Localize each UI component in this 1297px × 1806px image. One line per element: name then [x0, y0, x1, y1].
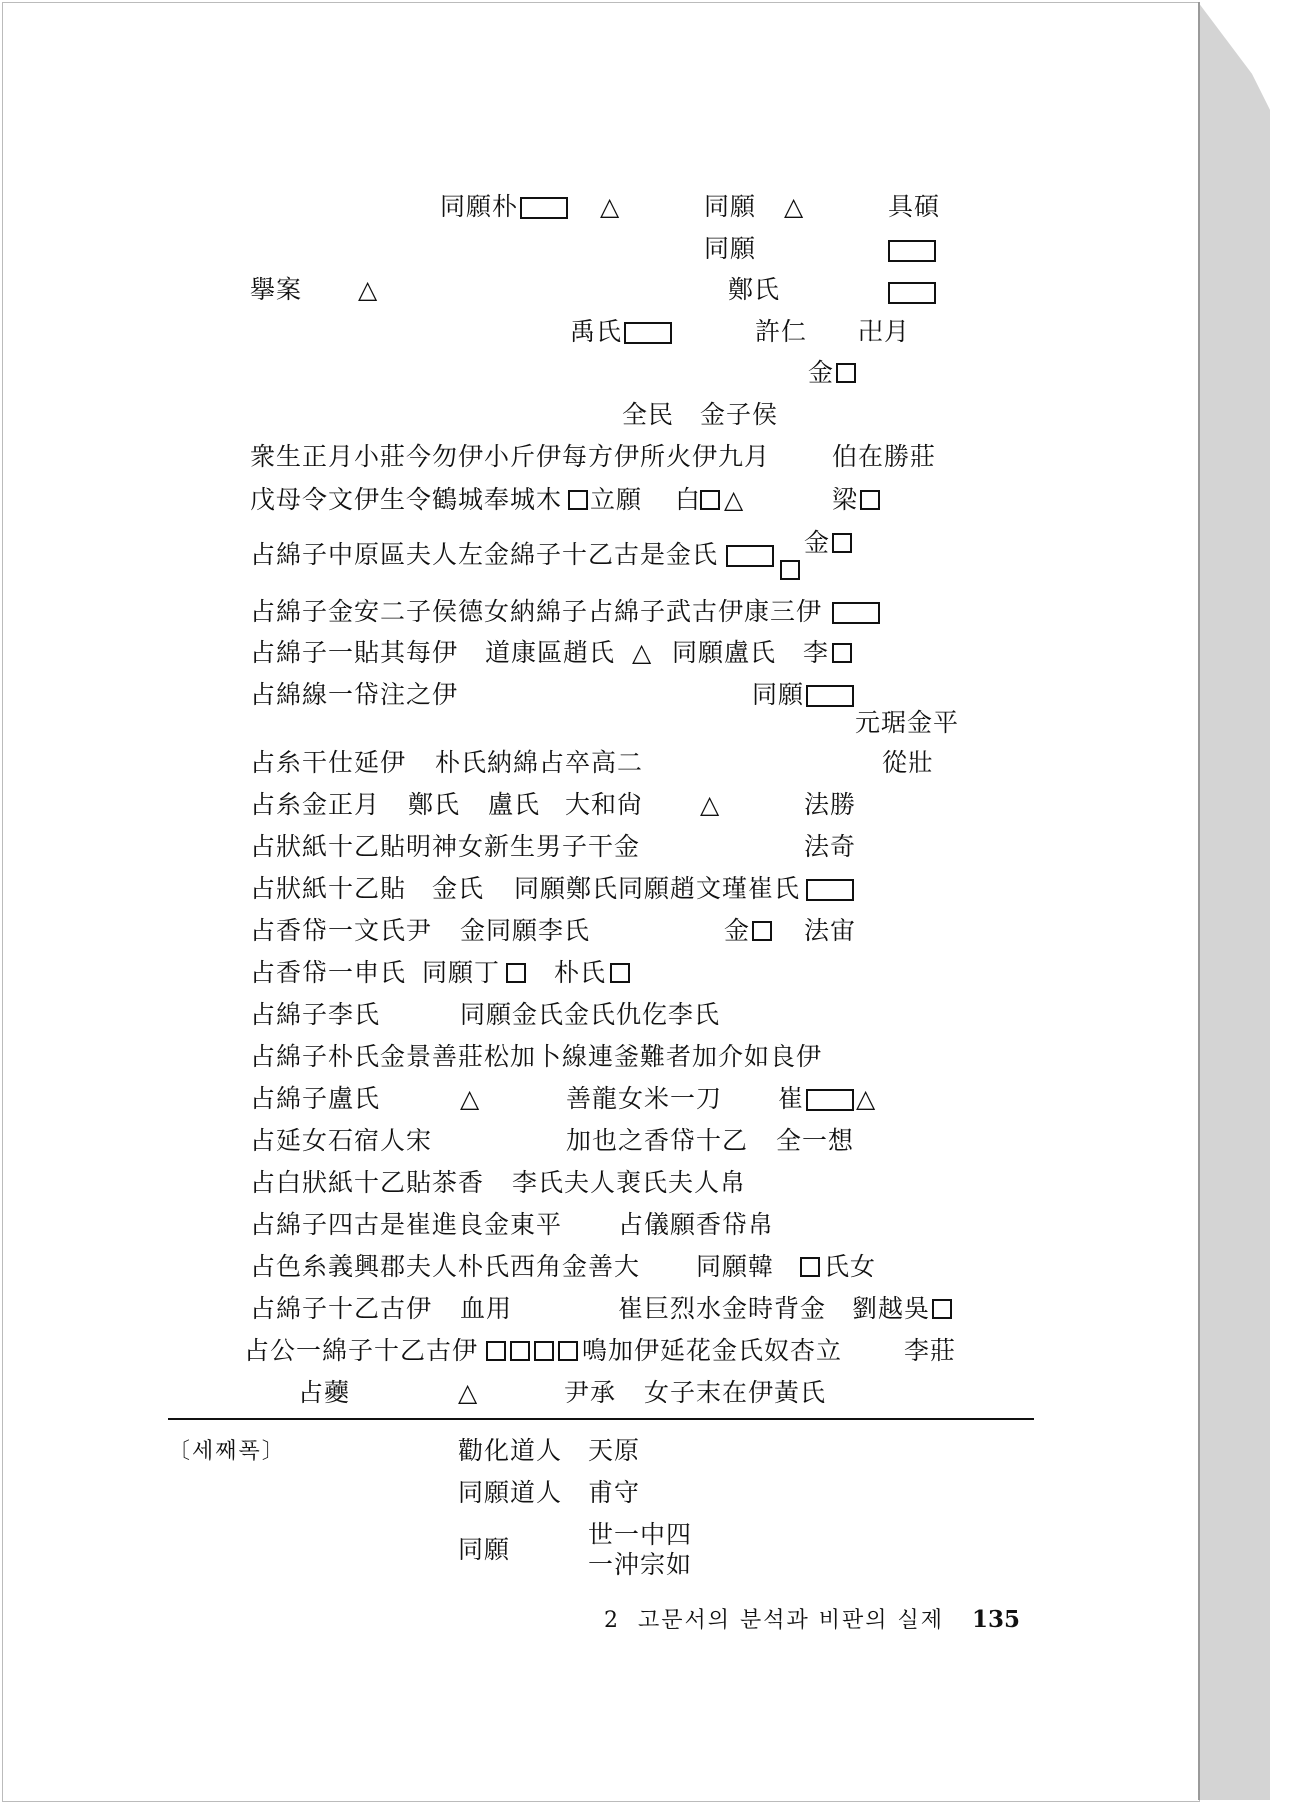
text: △: [856, 1084, 877, 1113]
text: 擧案: [250, 275, 303, 304]
blank-box: [932, 1299, 952, 1319]
blank-box: [860, 490, 880, 510]
text: 金同願李氏: [460, 916, 591, 945]
text: 同願韓: [696, 1252, 775, 1281]
text: 占虁: [298, 1378, 351, 1407]
text: 同願: [752, 680, 805, 709]
text: 占綿子金安二子侯德女納綿子占綿子武古伊康三伊: [250, 597, 823, 626]
text: 鄭氏: [728, 275, 781, 304]
text: 勸化道人: [458, 1436, 563, 1465]
text: 同願: [458, 1535, 511, 1564]
text: 占狀紙十乙貼明神女新生男子干金: [250, 832, 641, 861]
page-stack-divider: [1198, 2, 1200, 1800]
text: 占綿子李氏: [250, 1000, 381, 1029]
text: 全民: [622, 400, 675, 429]
text: 崔: [778, 1084, 805, 1113]
text: 盧氏: [488, 790, 541, 819]
running-head: 2 고문서의 분석과 비판의 실제: [604, 1608, 944, 1633]
text: 占糸金正月: [250, 790, 381, 819]
blank-box: [610, 963, 630, 983]
text: 法勝: [804, 790, 857, 819]
text: 占綿子四古是崔進良金東平: [250, 1210, 563, 1239]
text: 同願鄭氏同願趙文瑾崔氏: [514, 874, 801, 903]
text: 占香帒一文氏尹: [250, 916, 433, 945]
text: 李: [803, 638, 830, 667]
text: 善龍女米一刀: [566, 1084, 723, 1113]
text: △: [632, 638, 653, 667]
blank-box: [836, 363, 856, 383]
text: 占狀紙十乙貼: [250, 874, 407, 903]
text: 占色糸義興郡夫人朴氏西角金善大: [250, 1252, 641, 1281]
blank-box: [520, 197, 568, 219]
blank-box: [780, 560, 800, 580]
text: 金: [724, 916, 751, 945]
blank-box: [700, 490, 720, 510]
text: 占綿子盧氏: [250, 1084, 381, 1113]
text: △: [460, 1084, 481, 1113]
blank-box: [568, 490, 588, 510]
text: 同願: [704, 234, 757, 263]
text: 占香帒一申氏: [250, 958, 407, 987]
blank-box: [510, 1341, 530, 1361]
text: 全一想: [776, 1126, 855, 1155]
blank-box: [624, 322, 672, 344]
section-divider: [168, 1418, 1034, 1420]
text: 具碩: [888, 192, 941, 221]
text: 占白狀紙十乙貼茶香: [250, 1168, 485, 1197]
blank-box: [832, 602, 880, 624]
blank-box: [832, 533, 852, 553]
blank-box: [806, 879, 854, 901]
text: 同願金氏金氏仇仡李氏: [460, 1000, 721, 1029]
text: 鳴加伊延花金氏奴杏立: [582, 1336, 843, 1365]
text: 李氏夫人裵氏夫人帛: [512, 1168, 747, 1197]
text: 金子侯: [700, 400, 779, 429]
page-number: 135: [972, 1606, 1021, 1633]
text: 同願丁: [422, 958, 501, 987]
blank-box: [506, 963, 526, 983]
text: 占公一綿子十乙古伊: [244, 1336, 479, 1365]
text: 同願朴: [440, 192, 519, 221]
text: △: [784, 192, 805, 221]
blank-box: [888, 282, 936, 304]
blank-box: [888, 240, 936, 262]
section-label: 〔세째폭〕: [168, 1439, 286, 1464]
text: 白: [675, 485, 702, 514]
text: 李莊: [904, 1336, 957, 1365]
text: 世一中四: [588, 1520, 693, 1549]
text: 一沖宗如: [588, 1550, 693, 1579]
text: 法奇: [804, 832, 857, 861]
text: 許仁: [755, 317, 808, 346]
text: 崔巨烈水金時背金: [618, 1294, 827, 1323]
text: 占綿子一貼其每伊: [250, 638, 459, 667]
blank-box: [806, 1089, 854, 1111]
text: 占綿子中原區夫人左金綿子十乙古是金氏: [250, 540, 719, 569]
text: △: [700, 790, 721, 819]
text: 戊母令文伊生令鶴城奉城木: [250, 485, 563, 514]
text: 金: [808, 358, 835, 387]
text: 同願盧氏: [672, 638, 777, 667]
text: 天原: [588, 1436, 641, 1465]
text: 大和尙: [565, 790, 644, 819]
text: 占延女石宿人宋: [250, 1126, 433, 1155]
text: 金氏: [432, 874, 485, 903]
text: 立願: [590, 485, 643, 514]
text: 甫守: [588, 1478, 641, 1507]
text: 女子末在伊黃氏: [644, 1378, 827, 1407]
text: △: [600, 192, 621, 221]
blank-box: [486, 1341, 506, 1361]
text: 道康區趙氏: [485, 638, 616, 667]
text: 加也之香帒十乙: [566, 1126, 749, 1155]
blank-box: [558, 1341, 578, 1361]
text: 朴氏納綿占卒高二: [435, 748, 644, 777]
text: 占綿子朴氏金景善莊松加卜線連釜難者加介如良伊: [250, 1042, 823, 1071]
blank-box: [800, 1257, 820, 1277]
text: 占儀願香帒帛: [618, 1210, 775, 1239]
page-stack-edge: [1198, 2, 1270, 1800]
blank-box: [752, 921, 772, 941]
text: 衆生正月小莊今勿伊小斤伊每方伊所火伊九月: [250, 442, 771, 471]
text: 占糸干仕延伊: [250, 748, 407, 777]
text: 卍月: [858, 317, 911, 346]
text: 伯在勝莊: [832, 442, 937, 471]
blank-box: [832, 643, 852, 663]
text: 朴氏: [554, 958, 607, 987]
blank-box: [534, 1341, 554, 1361]
text: 梁: [832, 485, 859, 514]
text: 尹承: [564, 1378, 617, 1407]
text: 占綿子十乙古伊: [250, 1294, 433, 1323]
text: 元琚金平: [855, 708, 960, 737]
text: 禹氏: [570, 317, 623, 346]
blank-box: [806, 685, 854, 707]
text: △: [724, 485, 745, 514]
text: 法宙: [804, 916, 857, 945]
text: 血用: [460, 1294, 513, 1323]
text: 占綿線一帒注之伊: [250, 680, 459, 709]
text: 鄭氏: [408, 790, 461, 819]
text: 同願道人: [458, 1478, 563, 1507]
text: △: [458, 1378, 479, 1407]
text: 劉越吳: [852, 1294, 931, 1323]
text: △: [358, 275, 379, 304]
blank-box: [726, 545, 774, 567]
text: 氏女: [824, 1252, 877, 1281]
text: 同願: [704, 192, 757, 221]
text: 金: [804, 528, 831, 557]
text: 從壯: [882, 748, 935, 777]
